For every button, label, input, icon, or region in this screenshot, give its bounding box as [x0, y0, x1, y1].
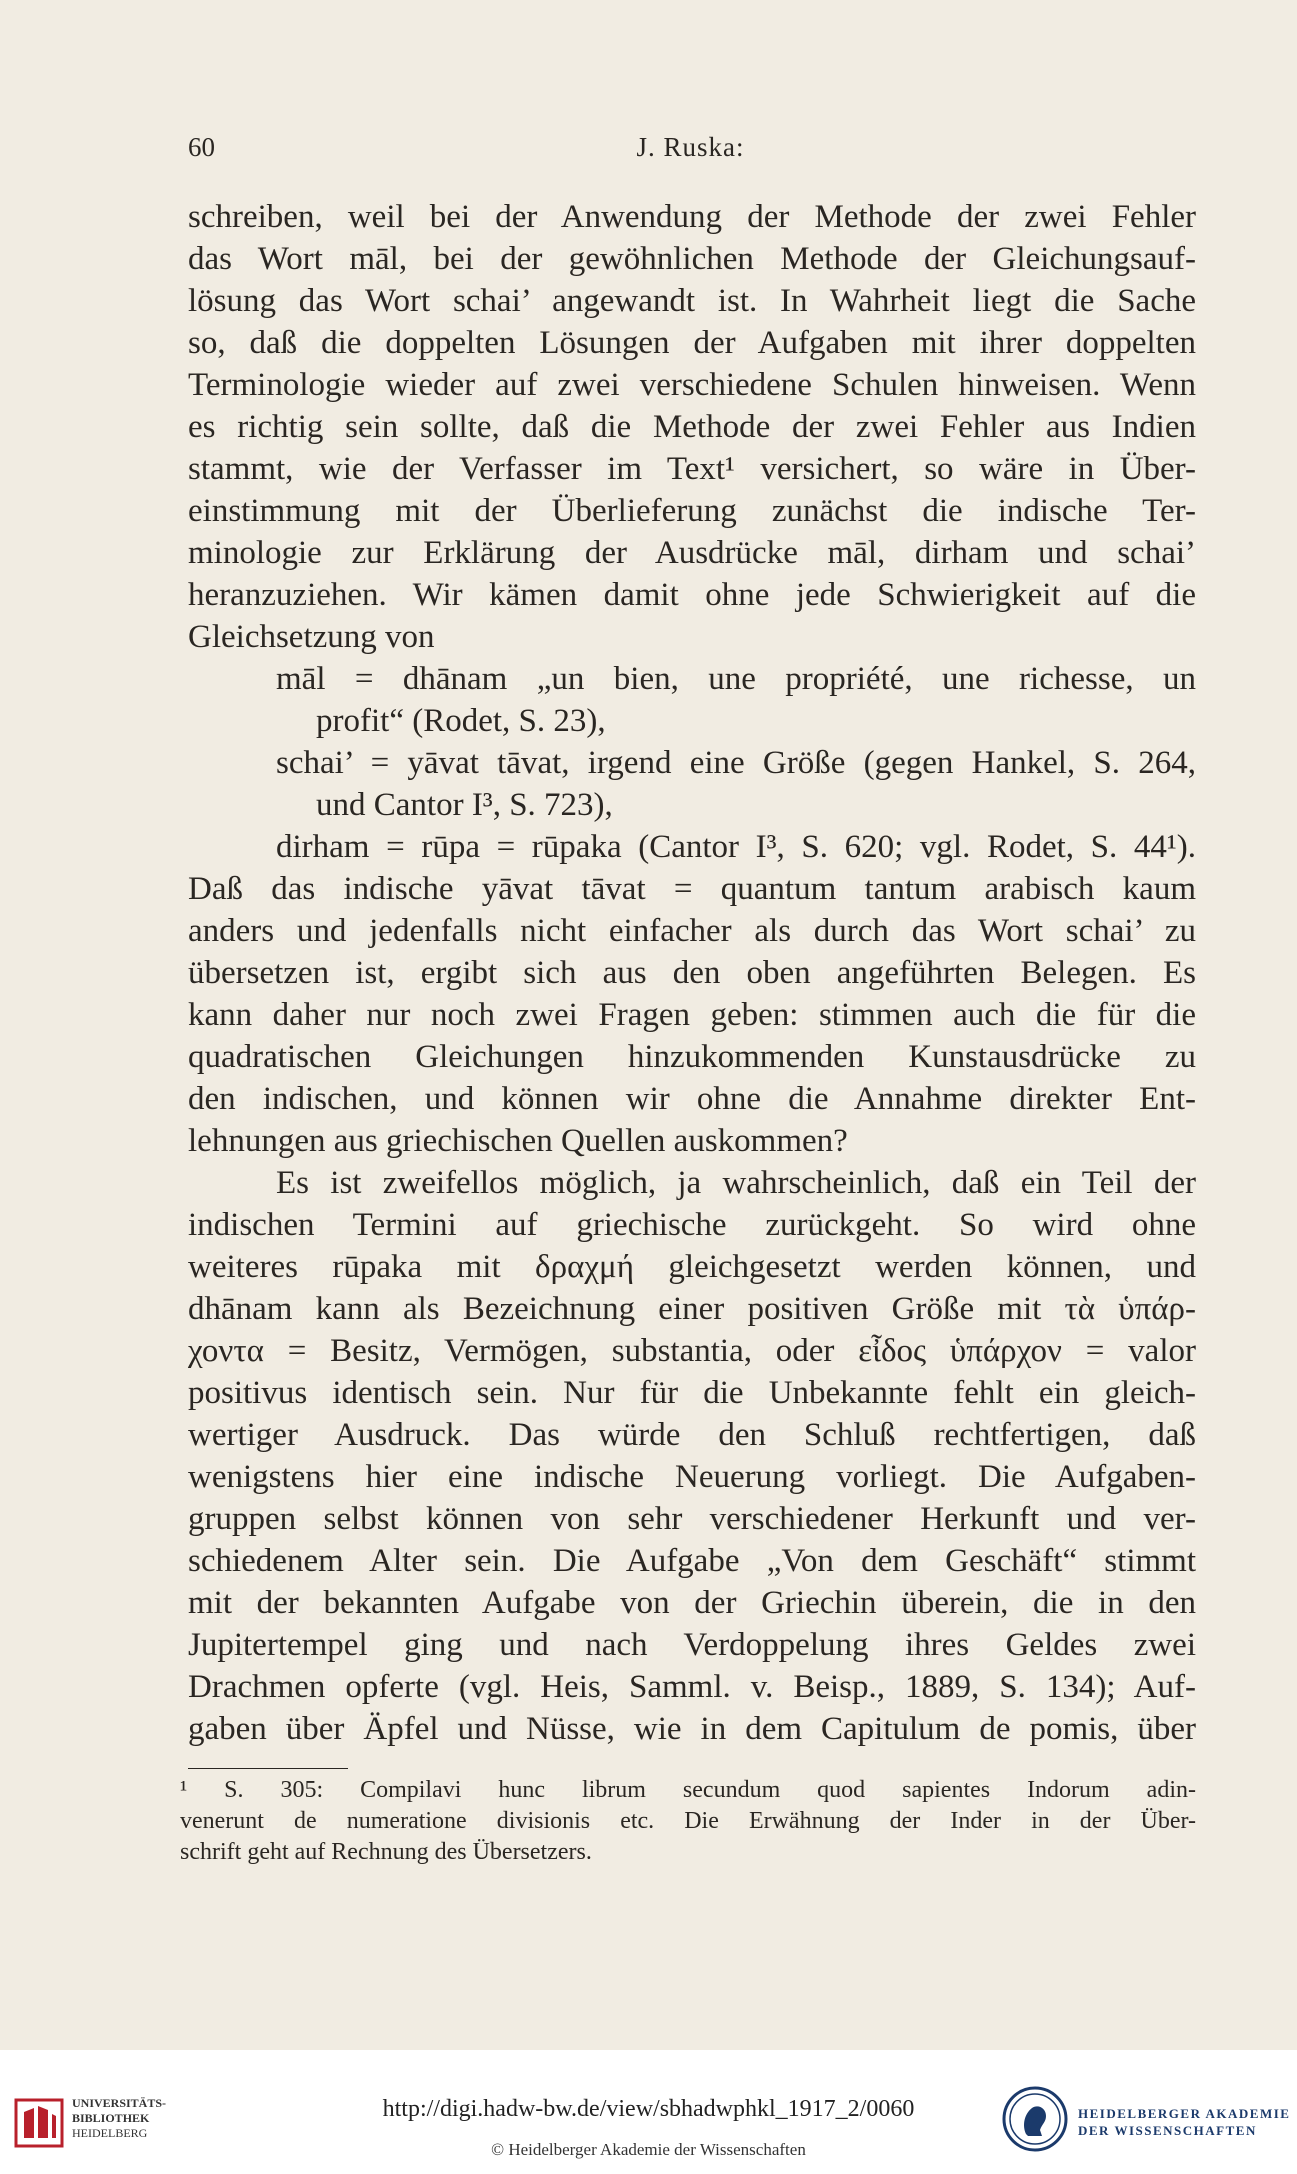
text-line: kann daher nur noch zwei Fragen geben: stimmen auch die für die [188, 997, 1196, 1033]
footnote-line: schrift geht auf Rechnung des Übersetzers. [180, 1839, 592, 1865]
source-url-link[interactable]: http://digi.hadw-bw.de/view/sbhadwphkl_1917_2/0060 [382, 2096, 915, 2122]
text-line: es richtig sein sollte, daß die Methode der zwei Fehler aus Indien [188, 409, 1196, 445]
text-line: anders und jedenfalls nicht einfacher als durch das Wort schai’ zu [188, 913, 1196, 949]
author-header: J. Ruska: [636, 132, 745, 162]
equation-line: schai’ = yāvat tāvat, irgend eine Größe (gegen Hankel, S. 264, [276, 745, 1196, 781]
text-line: Drachmen opferte (vgl. Heis, Samml. v. Beisp., 1889, S. 134); Auf- [188, 1669, 1196, 1705]
footnotes [180, 1775, 1196, 1868]
text-line: das Wort māl, bei der gewöhnlichen Methode der Gleichungsauf- [188, 241, 1196, 277]
text-line: schreiben, weil bei der Anwendung der Methode der zwei Fehler [188, 199, 1196, 235]
text-line: so, daß die doppelten Lösungen der Aufgaben mit ihrer doppelten [188, 325, 1196, 361]
university-library-name: UNIVERSITÄTS- BIBLIOTHEK HEIDELBERG [72, 2096, 167, 2140]
text-line: lösung das Wort schai’ angewandt ist. In Wahrheit liegt die Sache [188, 283, 1196, 319]
footnote-line: ¹ S. 305: Compilavi hunc librum secundum quod sapientes Indorum adin- [180, 1777, 1196, 1803]
text-line: wenigstens hier eine indische Neuerung vorliegt. Die Aufgaben- [188, 1459, 1196, 1495]
text-line: gruppen selbst können von sehr verschiedener Herkunft und ver- [188, 1501, 1196, 1537]
text-line: Terminologie wieder auf zwei verschiedene Schulen hinweisen. Wenn [188, 367, 1196, 403]
page-number: 60 [188, 132, 215, 162]
text-line: minologie zur Erklärung der Ausdrücke māl, dirham und schai’ [188, 535, 1196, 571]
text-line: indischen Termini auf griechische zurückgeht. So wird ohne [188, 1207, 1196, 1243]
equation-line: dirham = rūpa = rūpaka (Cantor I³, S. 620; vgl. Rodet, S. 44¹). [276, 829, 1196, 865]
footnote-divider [188, 1768, 348, 1769]
text-line: heranzuziehen. Wir kämen damit ohne jede Schwierigkeit auf die [188, 577, 1196, 613]
text-line: mit der bekannten Aufgabe von der Griechin überein, die in den [188, 1585, 1196, 1621]
body-text [188, 196, 1196, 1750]
text-line: positivus identisch sein. Nur für die Unbekannte fehlt ein gleich- [188, 1375, 1196, 1411]
text-line: Es ist zweifellos möglich, ja wahrscheinlich, daß ein Teil der [276, 1165, 1196, 1201]
text-line: schiedenem Alter sein. Die Aufgabe „Von dem Geschäft“ stimmt [188, 1543, 1196, 1579]
text-line: einstimmung mit der Überlieferung zunächst die indische Ter- [188, 493, 1196, 529]
text-line: wertiger Ausdruck. Das würde den Schluß rechtfertigen, daß [188, 1417, 1196, 1453]
text-line: lehnungen aus griechischen Quellen auskommen? [188, 1123, 848, 1159]
text-line: χοντα = Besitz, Vermögen, substantia, oder εἶδος ὑπάρχον = valor [188, 1333, 1196, 1369]
text-line: weiteres rūpaka mit δραχμή gleichgesetzt werden können, und [188, 1249, 1196, 1285]
copyright-notice: © Heidelberger Akademie der Wissenschaften [491, 2140, 806, 2159]
text-line: Jupitertempel ging und nach Verdoppelung ihres Geldes zwei [188, 1627, 1196, 1663]
equation-line: māl = dhānam „un bien, une propriété, une richesse, un [276, 661, 1196, 697]
text-line: Daß das indische yāvat tāvat = quantum tantum arabisch kaum [188, 871, 1196, 907]
equation-line: und Cantor I³, S. 723), [316, 787, 613, 823]
text-line: gaben über Äpfel und Nüsse, wie in dem Capitulum de pomis, über [188, 1711, 1196, 1747]
equation-line: profit“ (Rodet, S. 23), [316, 703, 606, 739]
text-line: Gleichsetzung von [188, 619, 435, 655]
text-line: übersetzen ist, ergibt sich aus den oben angeführten Belegen. Es [188, 955, 1196, 991]
text-line: dhānam kann als Bezeichnung einer positiven Größe mit τὰ ὑπάρ- [188, 1291, 1196, 1327]
academy-seal-icon [1002, 2086, 1068, 2152]
footnote-line: venerunt de numeratione divisionis etc. Die Erwähnung der Inder in der Über- [180, 1808, 1196, 1834]
text-line: stammt, wie der Verfasser im Text¹ versichert, so wäre in Über- [188, 451, 1196, 487]
academy-name: HEIDELBERGER AKADEMIE DER WISSENSCHAFTEN [1078, 2106, 1291, 2138]
text-line: quadratischen Gleichungen hinzukommenden Kunstausdrücke zu [188, 1039, 1196, 1075]
text-line: den indischen, und können wir ohne die Annahme direkter Ent- [188, 1081, 1196, 1117]
